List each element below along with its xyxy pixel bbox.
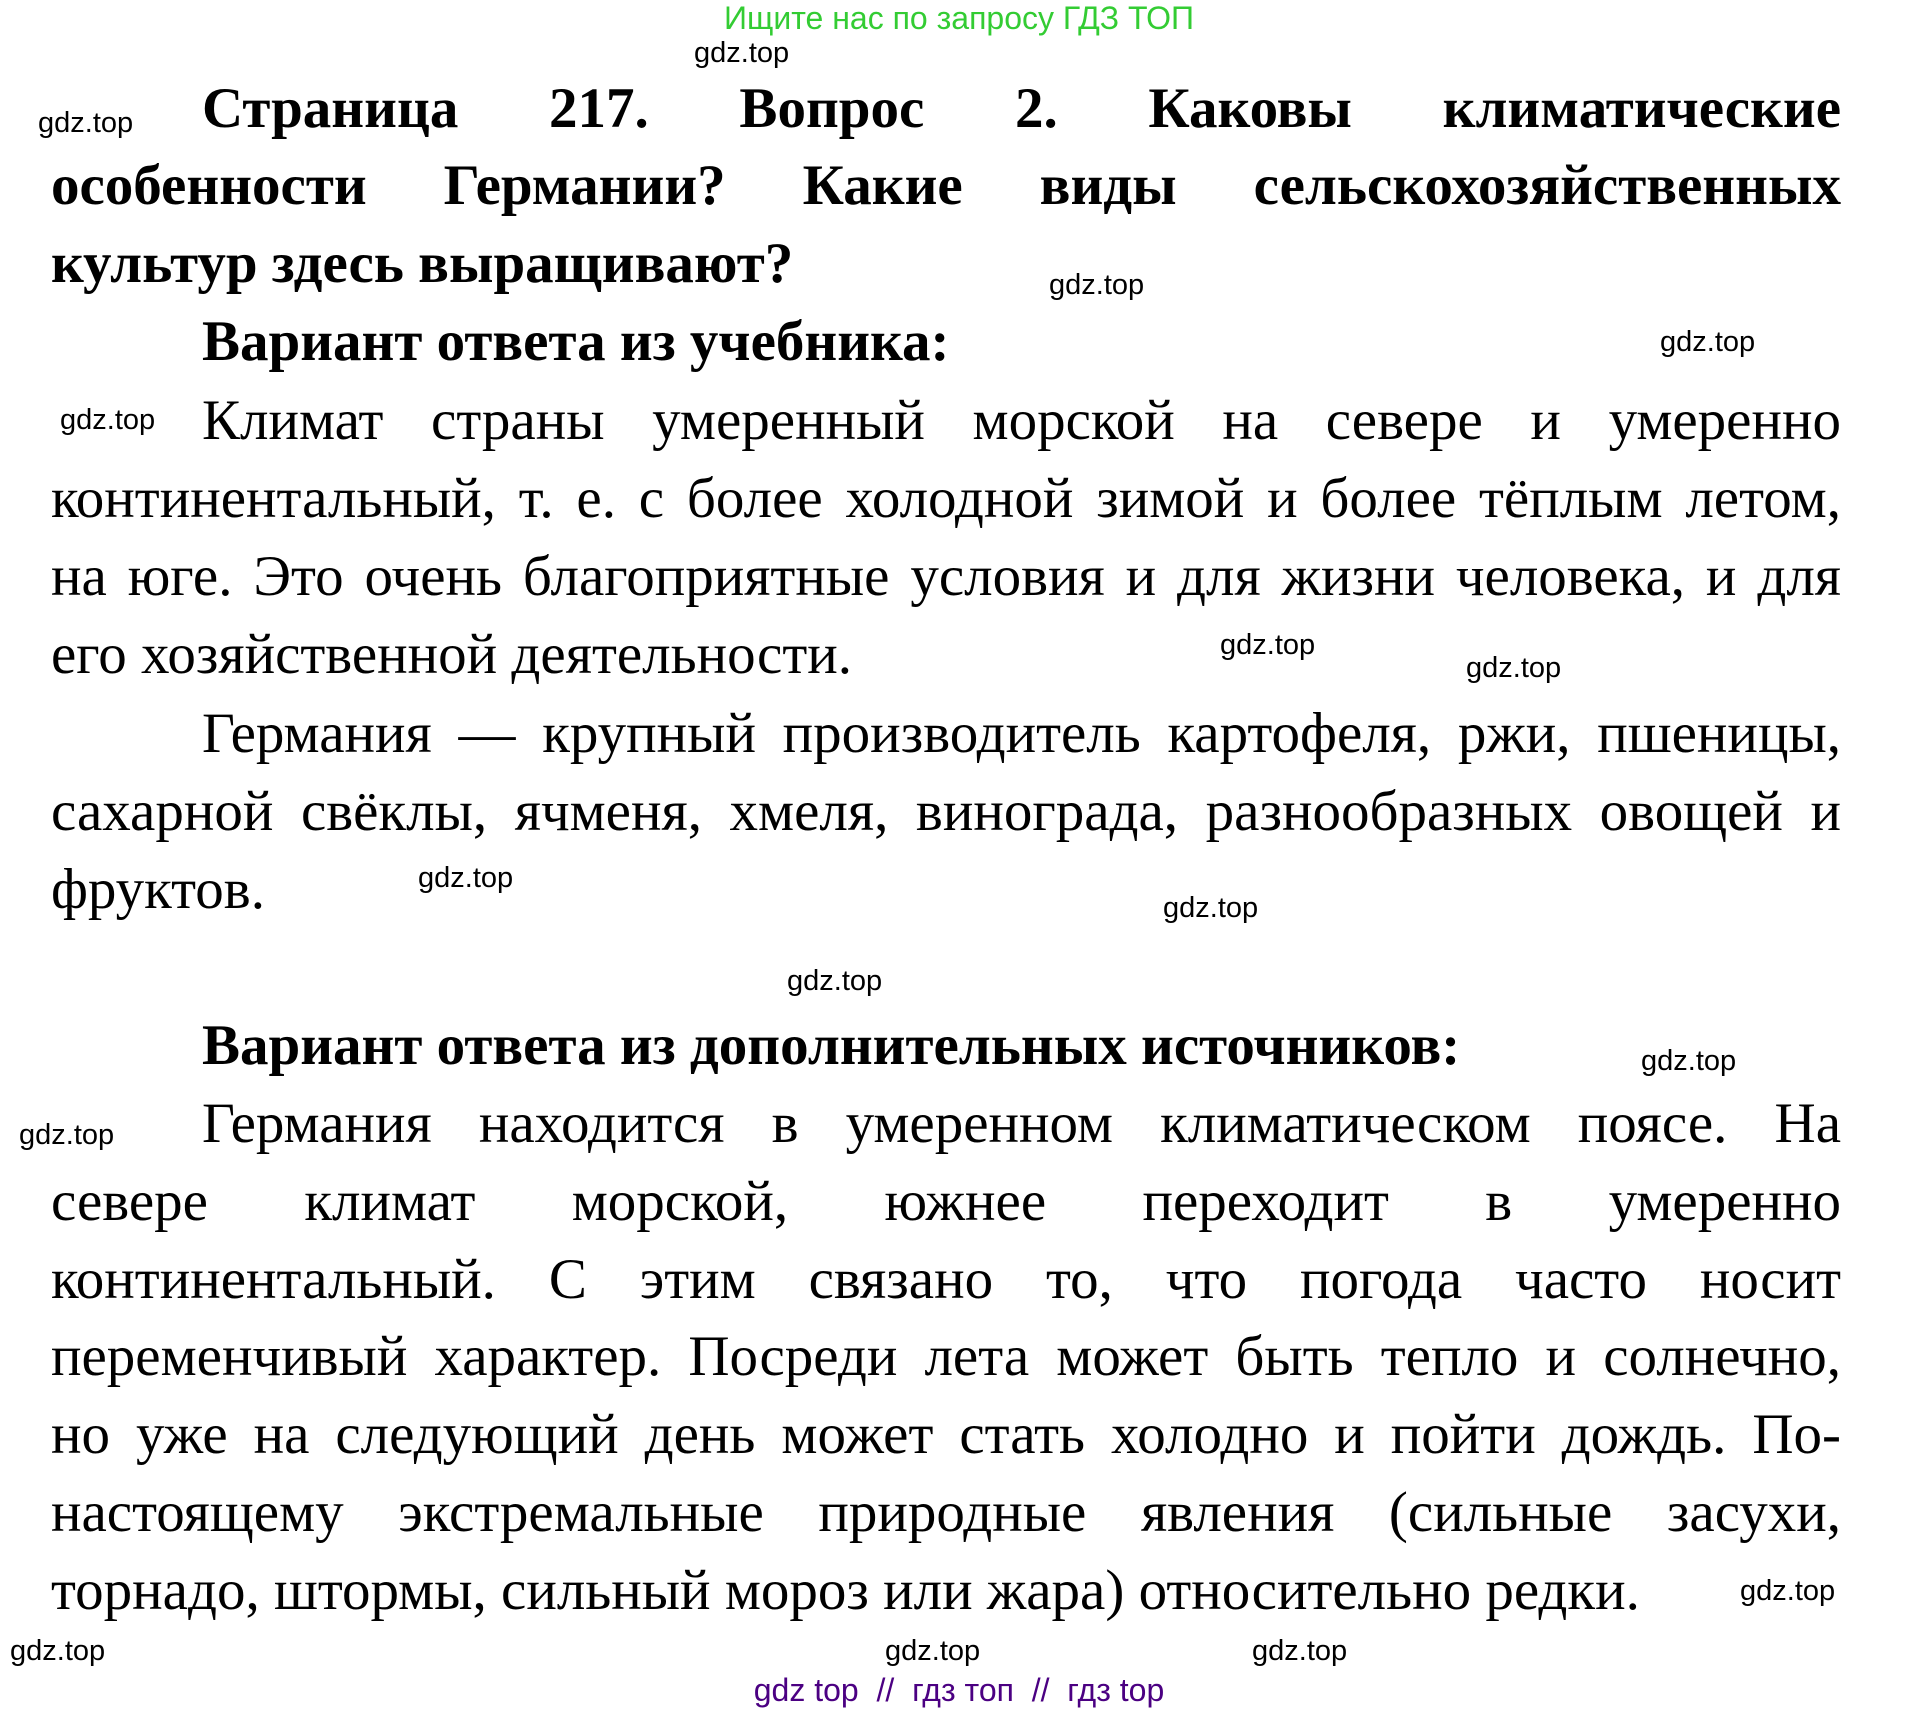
watermark: gdz.top xyxy=(1660,326,1756,358)
watermark: gdz.top xyxy=(694,37,790,69)
answer-line: континентальный, т. е. с более холодной зимой и более тёплым летом, xyxy=(51,467,1841,530)
watermark: gdz.top xyxy=(418,862,514,894)
answer-line: торнадо, штормы, сильный мороз или жара) относительно редки. xyxy=(51,1559,1640,1622)
answer-line: Германия — крупный производитель картофеля, ржи, пшеницы, xyxy=(202,702,1841,765)
answer-heading: Вариант ответа из дополнительных источников: xyxy=(202,1014,1461,1077)
answer-line: континентальный. С этим связано то, что погода часто носит xyxy=(51,1248,1841,1311)
question-line: Страница 217. Вопрос 2. Каковы климатические xyxy=(202,77,1841,140)
question-line: особенности Германии? Какие виды сельскохозяйственных xyxy=(51,154,1841,217)
answer-line: но уже на следующий день может стать холодно и пойти дождь. По- xyxy=(51,1403,1841,1466)
watermark: gdz.top xyxy=(1740,1575,1836,1607)
answer-heading: Вариант ответа из учебника: xyxy=(202,310,950,373)
watermark: gdz.top xyxy=(60,404,156,436)
footer-links[interactable]: gdz top // гдз топ // гдз top xyxy=(753,1672,1165,1708)
watermark: gdz.top xyxy=(1163,892,1259,924)
watermark: gdz.top xyxy=(885,1635,981,1667)
search-banner[interactable]: Ищите нас по запросу ГДЗ ТОП xyxy=(724,0,1194,36)
answer-line: севере климат морской, южнее переходит в умеренно xyxy=(51,1170,1841,1233)
answer-line: его хозяйственной деятельности. xyxy=(51,623,852,686)
watermark: gdz.top xyxy=(787,965,883,997)
watermark: gdz.top xyxy=(38,107,134,139)
watermark: gdz.top xyxy=(19,1119,115,1151)
answer-line: фруктов. xyxy=(51,858,265,921)
watermark: gdz.top xyxy=(1466,652,1562,684)
answer-line: Климат страны умеренный морской на севере и умеренно xyxy=(202,389,1841,452)
answer-line: настоящему экстремальные природные явления (сильные засухи, xyxy=(51,1481,1841,1544)
watermark: gdz.top xyxy=(10,1635,106,1667)
question-line: культур здесь выращивают? xyxy=(51,232,794,295)
watermark: gdz.top xyxy=(1641,1045,1737,1077)
answer-line: на юге. Это очень благоприятные условия и для жизни человека, и для xyxy=(51,545,1841,608)
answer-line: сахарной свёклы, ячменя, хмеля, винограда, разнообразных овощей и xyxy=(51,780,1841,843)
answer-line: переменчивый характер. Посреди лета может быть тепло и солнечно, xyxy=(51,1325,1841,1388)
watermark: gdz.top xyxy=(1049,269,1145,301)
answer-line: Германия находится в умеренном климатическом поясе. На xyxy=(202,1092,1841,1155)
watermark: gdz.top xyxy=(1252,1635,1348,1667)
watermark: gdz.top xyxy=(1220,629,1316,661)
